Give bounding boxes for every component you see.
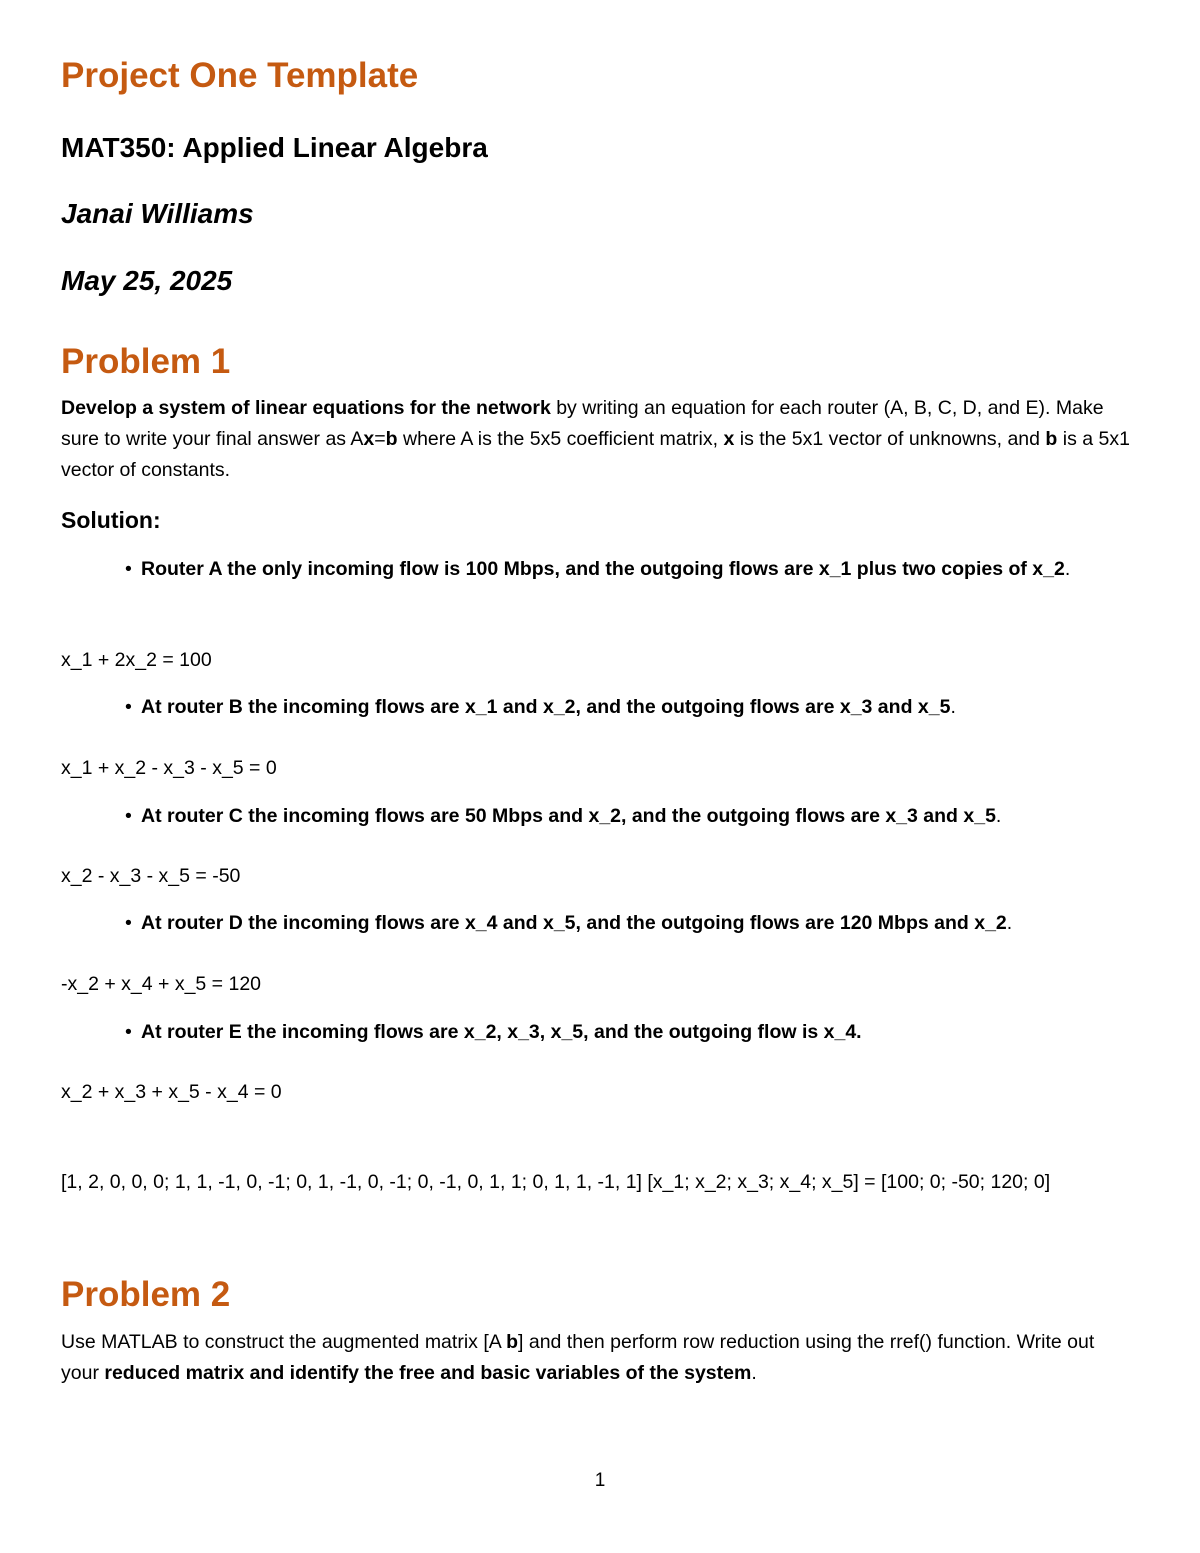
bullet-icon: • (125, 805, 132, 827)
prompt-text: where A is the 5x5 coefficient matrix, (397, 428, 724, 450)
bullet-text: At router C the incoming flows are 50 Mbps and x_2, and the outgoing flows are x_3 and x_5 (141, 805, 996, 827)
equation: -x_2 + x_4 + x_5 = 120 (61, 973, 262, 995)
bullet-icon: • (125, 1021, 132, 1043)
prompt-b: b (385, 428, 398, 450)
prompt-text: is the 5x1 vector of unknowns, and (734, 428, 1046, 450)
equation: x_2 - x_3 - x_5 = -50 (61, 865, 241, 887)
prompt-b: b (1045, 428, 1058, 450)
matrix-equation: [1, 2, 0, 0, 0; 1, 1, -1, 0, -1; 0, 1, -1, 0, -1; 0, -1, 0, 1, 1; 0, 1, 1, -1, 1] [x_1; x_2; x_3; x_4; x_5] = [100; 0; -50; 120; 0] (61, 1171, 1051, 1193)
bullet-text: At router E the incoming flows are x_2, x_3, x_5, and the outgoing flow is x_4. (141, 1021, 862, 1043)
document-title: Project One Template (61, 56, 419, 95)
bullet-icon: • (125, 696, 132, 718)
step-bullet: • At router D the incoming flows are x_4 and x_5, and the outgoing flows are 120 Mbps and x_2. (125, 908, 1125, 939)
equation: x_1 + 2x_2 = 100 (61, 649, 212, 671)
equation: x_1 + x_2 - x_3 - x_5 = 0 (61, 757, 277, 779)
prompt-x: x (363, 428, 375, 450)
problem-2-heading: Problem 2 (61, 1275, 231, 1314)
prompt-text: . (751, 1362, 757, 1384)
step-bullet (125, 1017, 1125, 1048)
course-name: MAT350: Applied Linear Algebra (61, 132, 488, 163)
page-number: 1 (594, 1470, 606, 1491)
bullet-icon: • (125, 558, 132, 580)
prompt-text: is a 5x1 vector of constants. (61, 428, 1130, 481)
prompt-eq: = (374, 428, 386, 450)
prompt-text: ] and then perform row reduction using the rref() function. Write out your (61, 1331, 1095, 1384)
problem-2-prompt (61, 1327, 1131, 1389)
prompt-bold: Develop a system of linear equations for the network (61, 397, 551, 419)
prompt-bold: reduced matrix and identify the free and basic variables of the system (104, 1362, 752, 1384)
bullet-icon: • (125, 912, 132, 934)
author-name: Janai Williams (61, 198, 254, 229)
step-bullet: • Router A the only incoming flow is 100 Mbps, and the outgoing flows are x_1 plus two copies of x_2. (125, 554, 1125, 585)
bullet-text: Router A the only incoming flow is 100 Mbps, and the outgoing flows are x_1 plus two copies of x_2 (141, 558, 1065, 580)
step-bullet: • At router C the incoming flows are 50 Mbps and x_2, and the outgoing flows are x_3 and x_5. (125, 801, 1125, 832)
prompt-x: x (723, 428, 735, 450)
document-date: May 25, 2025 (61, 265, 233, 296)
equation: x_2 + x_3 + x_5 - x_4 = 0 (61, 1081, 282, 1103)
prompt-b: b (506, 1331, 519, 1353)
step-bullet: • At router B the incoming flows are x_1 and x_2, and the outgoing flows are x_3 and x_5. (125, 692, 1125, 723)
bullet-text: At router B the incoming flows are x_1 and x_2, and the outgoing flows are x_3 and x_5 (141, 696, 951, 718)
problem-1-prompt (61, 393, 1131, 486)
prompt-text: Use MATLAB to construct the augmented matrix [A (61, 1331, 507, 1353)
bullet-text: At router D the incoming flows are x_4 and x_5, and the outgoing flows are 120 Mbps and x_2 (141, 912, 1007, 934)
prompt-text: by writing an equation for each router (A, B, C, D, and E). Make sure to write your final answer as A (61, 397, 1104, 450)
solution-label: Solution: (61, 507, 161, 533)
problem-1-heading: Problem 1 (61, 342, 231, 381)
